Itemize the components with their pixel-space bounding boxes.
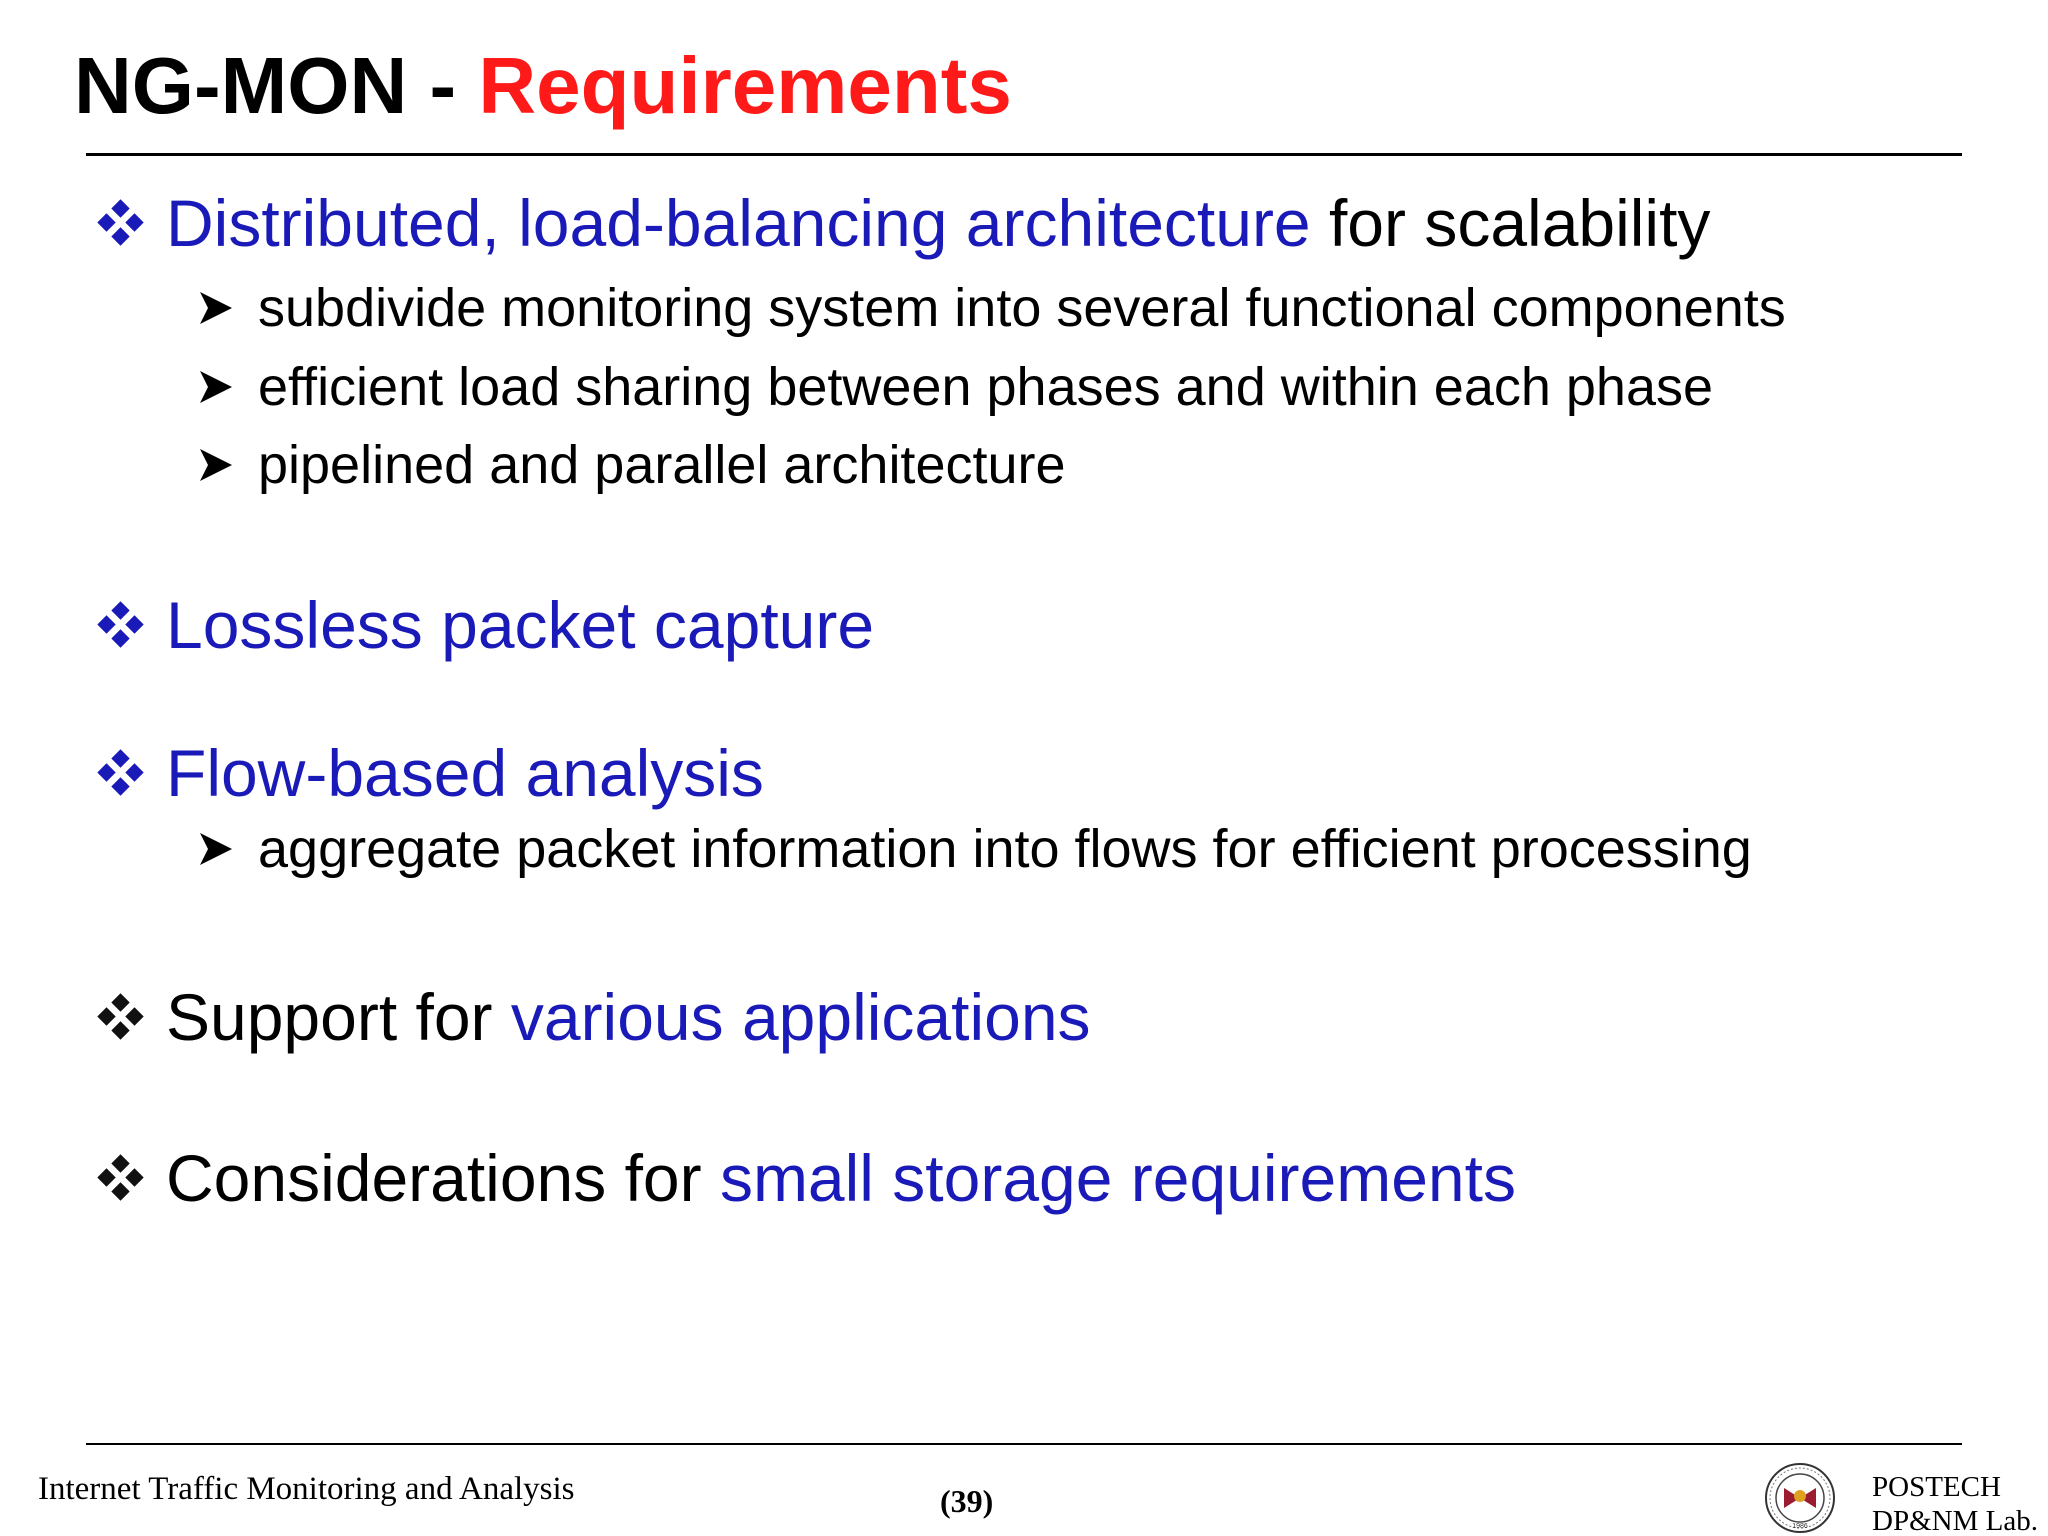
bullet-lead: Flow-based analysis (166, 736, 764, 810)
bullet-text: Considerations for (166, 1141, 720, 1215)
subitem-aggregate (196, 817, 1752, 881)
bullet-text: Support for (166, 980, 511, 1054)
footer-org (1872, 1470, 2038, 1536)
bullet-highlight: various applications (510, 980, 1091, 1054)
bullet-lossless-capture (96, 585, 874, 665)
bullet-rest: for scalability (1310, 186, 1711, 260)
subitem-text: efficient load sharing between phases and within each phase (258, 357, 1714, 417)
footer-course-title: Internet Traffic Monitoring and Analysis (38, 1471, 575, 1507)
title-divider (86, 153, 1962, 156)
title-prefix: NG-MON - (74, 41, 479, 130)
diamond-bullet-icon (96, 600, 146, 650)
arrowhead-bullet-icon (196, 445, 236, 485)
bullet-lead: Distributed, load-balancing architecture (166, 186, 1311, 260)
subitem-text: aggregate packet information into flows for efficient processing (258, 819, 1752, 879)
diamond-bullet-icon (96, 1153, 146, 1203)
diamond-bullet-icon (96, 198, 146, 248)
subitem-text: subdivide monitoring system into several functional components (258, 278, 1786, 338)
footer-divider (86, 1443, 1962, 1445)
slide-title (74, 36, 1012, 136)
diamond-bullet-icon (96, 992, 146, 1042)
diamond-bullet-icon (96, 748, 146, 798)
subitem-load-sharing (196, 355, 1713, 419)
bullet-highlight: small storage requirements (719, 1141, 1516, 1215)
arrowhead-bullet-icon (196, 367, 236, 407)
logo-year: 1986 (1792, 1523, 1808, 1530)
bullet-distributed-architecture (96, 183, 1710, 263)
bullet-storage-requirements (96, 1138, 1516, 1218)
bullet-lead: Lossless packet capture (166, 588, 875, 662)
arrowhead-bullet-icon (196, 288, 236, 328)
subitem-pipelined (196, 433, 1066, 497)
postech-logo-icon (1764, 1462, 1836, 1534)
page-number: (39) (940, 1483, 994, 1519)
subitem-subdivide (196, 276, 1786, 340)
bullet-various-applications (96, 977, 1091, 1057)
footer-org-line1: POSTECH (1872, 1471, 2001, 1503)
arrowhead-bullet-icon (196, 829, 236, 869)
bullet-flow-analysis (96, 733, 764, 813)
footer-org-line2: DP&NM Lab. (1872, 1505, 2038, 1536)
title-accent: Requirements (478, 41, 1012, 130)
subitem-text: pipelined and parallel architecture (258, 435, 1066, 495)
